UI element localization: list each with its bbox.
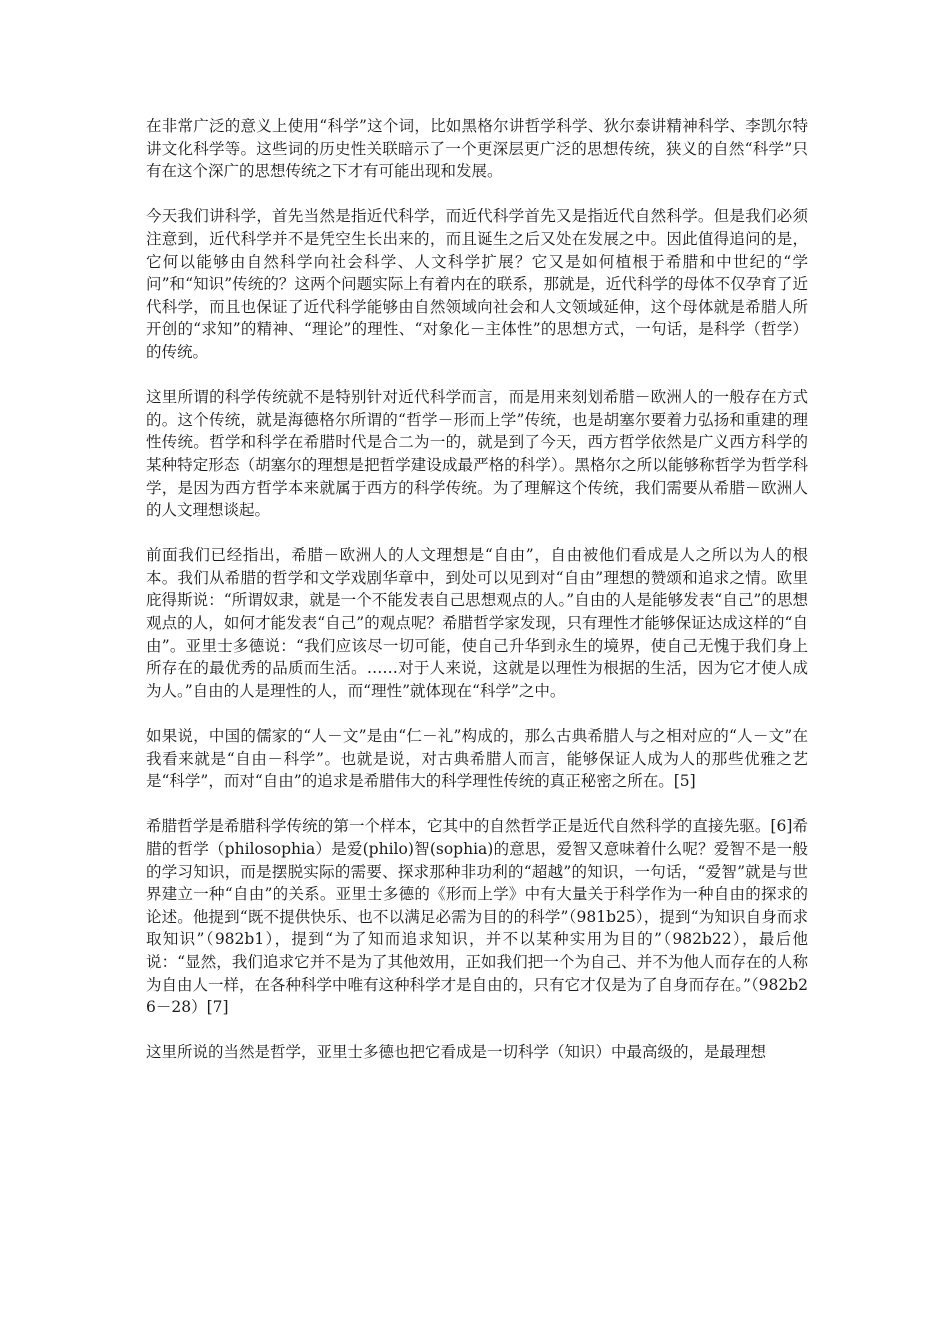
paragraph: 前面我们已经指出，希腊－欧洲人的人文理想是“自由”，自由被他们看成是人之所以为人的根本。我们从希腊的哲学和文学戏剧华章中，到处可以见到对“自由”理想的赞颂和追求之情。欧里庇得斯说：“所谓奴隶，就是一个不能发表自己思想观点的人。”自由的人是能够发表“自己”的思想观点的人，如何才能发表“自己”的观点呢？希腊哲学家发现，只有理性才能够保证达成这样的“自由”。亚里士多德说：“我们应该尽一切可能，使自己升华到永生的境界，使自己无愧于我们身上所存在的最优秀的品质而生活。……对于人来说，这就是以理性为根据的生活，因为它才使人成为人。”自由的人是理性的人，而“理性”就体现在“科学”之中。	[146, 546, 808, 700]
document-body	[146, 115, 808, 1087]
paragraph: 如果说，中国的儒家的“人－文”是由“仁－礼”构成的，那么古典希腊人与之相对应的“人－文”在我看来就是“自由－科学”。也就是说，对古典希腊人而言，能够保证人成为人的那些优雅之艺是“科学”，而对“自由”的追求是希腊伟大的科学理性传统的真正秘密之所在。[5]	[146, 727, 808, 791]
paragraph: 希腊哲学是希腊科学传统的第一个样本，它其中的自然哲学正是近代自然科学的直接先驱。[6]希腊的哲学（philosophia）是爱(philo)智(sophia)的意思，爱智又意味着什么呢？爱智不是一般的学习知识，而是摆脱实际的需要、探求那种非功利的“超越”的知识，一句话，“爱智”就是与世界建立一种“自由”的关系。亚里士多德的《形而上学》中有大量关于科学作为一种自由的探求的论述。他提到“既不提供快乐、也不以满足必需为目的的科学”（981b25），提到“为知识自身而求取知识”（982b1），提到“为了知而追求知识，并不以某种实用为目的”（982b22），最后他说：“显然，我们追求它并不是为了其他效用，正如我们把一个为自己、并不为他人而存在的人称为自由人一样，在各种科学中唯有这种科学才是自由的，只有它才仅是为了自身而存在。”（982b26－28）[7]	[146, 817, 808, 1017]
paragraph: 这里所说的当然是哲学，亚里士多德也把它看成是一切科学（知识）中最高级的，是最理想	[146, 1043, 767, 1062]
paragraph: 在非常广泛的意义上使用“科学”这个词，比如黑格尔讲哲学科学、狄尔泰讲精神科学、李凯尔特讲文化科学等。这些词的历史性关联暗示了一个更深层更广泛的思想传统，狭义的自然“科学”只有在这个深广的思想传统之下才有可能出现和发展。	[146, 117, 808, 181]
paragraph: 这里所谓的科学传统就不是特别针对近代科学而言，而是用来刻划希腊－欧洲人的一般存在方式的。这个传统，就是海德格尔所谓的“哲学－形而上学”传统，也是胡塞尔要着力弘扬和重建的理性传统。哲学和科学在希腊时代是合二为一的，就是到了今天，西方哲学依然是广义西方科学的某种特定形态（胡塞尔的理想是把哲学建设成最严格的科学）。黑格尔之所以能够称哲学为哲学科学，是因为西方哲学本来就属于西方的科学传统。为了理解这个传统，我们需要从希腊－欧洲人的人文理想谈起。	[146, 388, 808, 520]
paragraph: 今天我们讲科学，首先当然是指近代科学，而近代科学首先又是指近代自然科学。但是我们必须注意到，近代科学并不是凭空生长出来的，而且诞生之后又处在发展之中。因此值得追问的是，它何以能够由自然科学向社会科学、人文科学扩展？它又是如何植根于希腊和中世纪的“学问”和“知识”传统的？这两个问题实际上有着内在的联系，那就是，近代科学的母体不仅孕育了近代科学，而且也保证了近代科学能够由自然领域向社会和人文领域延伸，这个母体就是希腊人所开创的“求知”的精神、“理论”的理性、“对象化－主体性”的思想方式，一句话，是科学（哲学）的传统。	[146, 207, 808, 361]
